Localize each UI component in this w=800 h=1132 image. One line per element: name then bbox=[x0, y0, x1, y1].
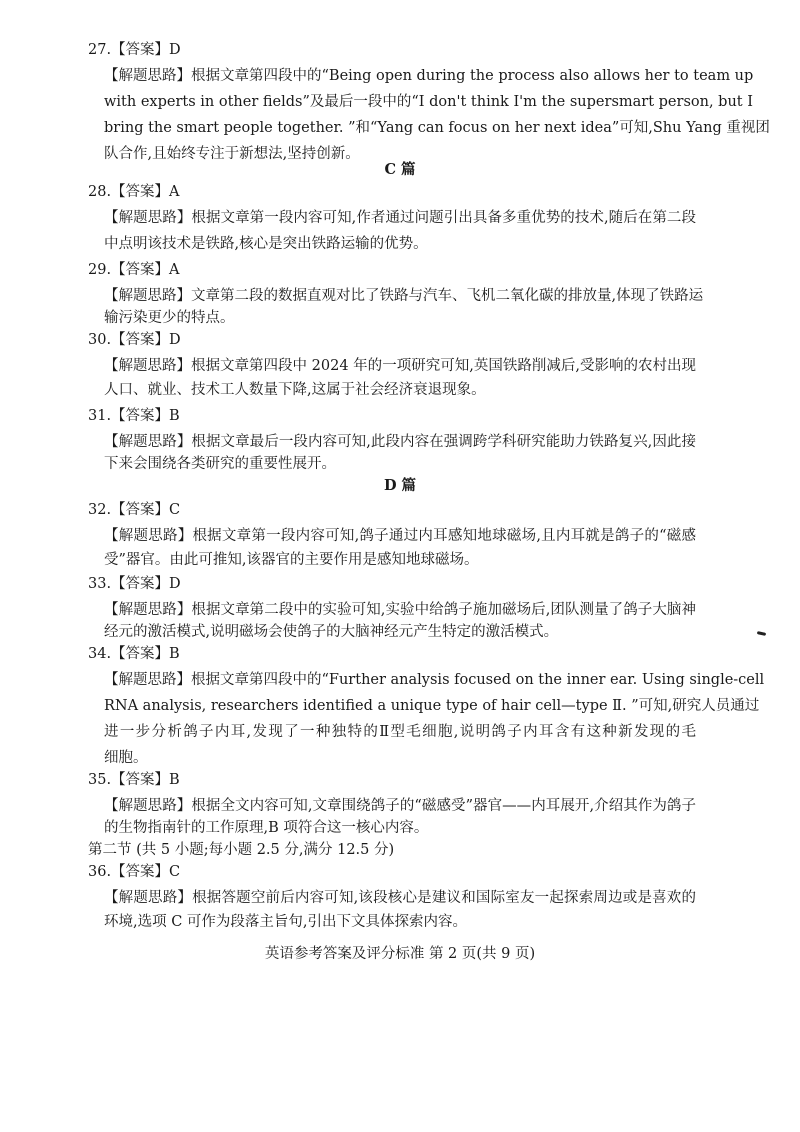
explanation-line: with experts in other fields”及最后一段中的“I don't think I'm the supersmart person, but I bbox=[104, 94, 753, 110]
answer-q30: 30.【答案】D bbox=[88, 332, 181, 348]
explanation-line: 【解题思路】文章第二段的数据直观对比了铁路与汽车、飞机二氧化碳的排放量,体现了铁路运 bbox=[104, 288, 704, 304]
explanation-line: 队合作,且始终专注于新想法,坚持创新。 bbox=[104, 146, 360, 162]
section-heading-c: C 篇 bbox=[384, 161, 416, 178]
explanation-line: 受”器官。由此可推知,该器官的主要作用是感知地球磁场。 bbox=[104, 552, 479, 568]
explanation-line: 【解题思路】根据文章第二段中的实验可知,实验中给鸽子施加磁场后,团队测量了鸽子大脑神 bbox=[104, 602, 696, 618]
answer-q34: 34.【答案】B bbox=[88, 646, 180, 662]
explanation-line: 的生物指南针的工作原理,B 项符合这一核心内容。 bbox=[104, 820, 429, 836]
answer-q29: 29.【答案】A bbox=[88, 262, 180, 278]
explanation-line: 【解题思路】根据文章第四段中的“Further analysis focused on the inner ear. Using single-cell bbox=[104, 672, 765, 688]
explanation-line: 进一步分析鸽子内耳,发现了一种独特的Ⅱ型毛细胞,说明鸽子内耳含有这种新发现的毛 bbox=[104, 724, 696, 740]
explanation-line: 【解题思路】根据文章第一段内容可知,作者通过问题引出具备多重优势的技术,随后在第二段 bbox=[104, 210, 696, 226]
explanation-line: 【解题思路】根据文章最后一段内容可知,此段内容在强调跨学科研究能助力铁路复兴,因此接 bbox=[104, 434, 696, 450]
explanation-line: 【解题思路】根据文章第四段中 2024 年的一项研究可知,英国铁路削减后,受影响的农村出现 bbox=[104, 358, 696, 374]
section-heading-d: D 篇 bbox=[383, 477, 417, 494]
explanation-line: 输污染更少的特点。 bbox=[104, 310, 235, 326]
answer-q27: 27.【答案】D bbox=[88, 42, 181, 58]
explanation-line: bring the smart people together. ”和“Yang can focus on her next idea”可知,Shu Yang 重视团 bbox=[104, 120, 770, 136]
explanation-line: 【解题思路】根据全文内容可知,文章围绕鸽子的“磁感受”器官——内耳展开,介绍其作为鸽子 bbox=[104, 798, 696, 814]
explanation-line: 【解题思路】根据文章第一段内容可知,鸽子通过内耳感知地球磁场,且内耳就是鸽子的“磁感 bbox=[104, 528, 696, 544]
answer-q35: 35.【答案】B bbox=[88, 772, 180, 788]
explanation-line: 环境,选项 C 可作为段落主旨句,引出下文具体探索内容。 bbox=[104, 914, 468, 930]
part-heading: 第二节 (共 5 小题;每小题 2.5 分,满分 12.5 分) bbox=[88, 842, 395, 858]
answer-q28: 28.【答案】A bbox=[88, 184, 180, 200]
explanation-line: RNA analysis, researchers identified a unique type of hair cell—type Ⅱ. ”可知,研究人员通过 bbox=[104, 698, 760, 714]
explanation-line: 【解题思路】根据答题空前后内容可知,该段核心是建议和国际室友一起探索周边或是喜欢的 bbox=[104, 890, 696, 906]
explanation-line: 中点明该技术是铁路,核心是突出铁路运输的优势。 bbox=[104, 236, 428, 252]
explanation-line: 经元的激活模式,说明磁场会使鸽子的大脑神经元产生特定的激活模式。 bbox=[104, 624, 559, 640]
scan-speck bbox=[757, 631, 766, 636]
answer-q32: 32.【答案】C bbox=[88, 502, 181, 518]
page-footer: 英语参考答案及评分标准 第 2 页(共 9 页) bbox=[264, 946, 536, 962]
answer-q33: 33.【答案】D bbox=[88, 576, 181, 592]
explanation-line: 细胞。 bbox=[104, 750, 148, 766]
explanation-line: 【解题思路】根据文章第四段中的“Being open during the process also allows her to team up bbox=[104, 68, 754, 84]
answer-q36: 36.【答案】C bbox=[88, 864, 181, 880]
explanation-line: 人口、就业、技术工人数量下降,这属于社会经济衰退现象。 bbox=[104, 382, 486, 398]
answer-q31: 31.【答案】B bbox=[88, 408, 180, 424]
explanation-line: 下来会围绕各类研究的重要性展开。 bbox=[104, 456, 336, 472]
